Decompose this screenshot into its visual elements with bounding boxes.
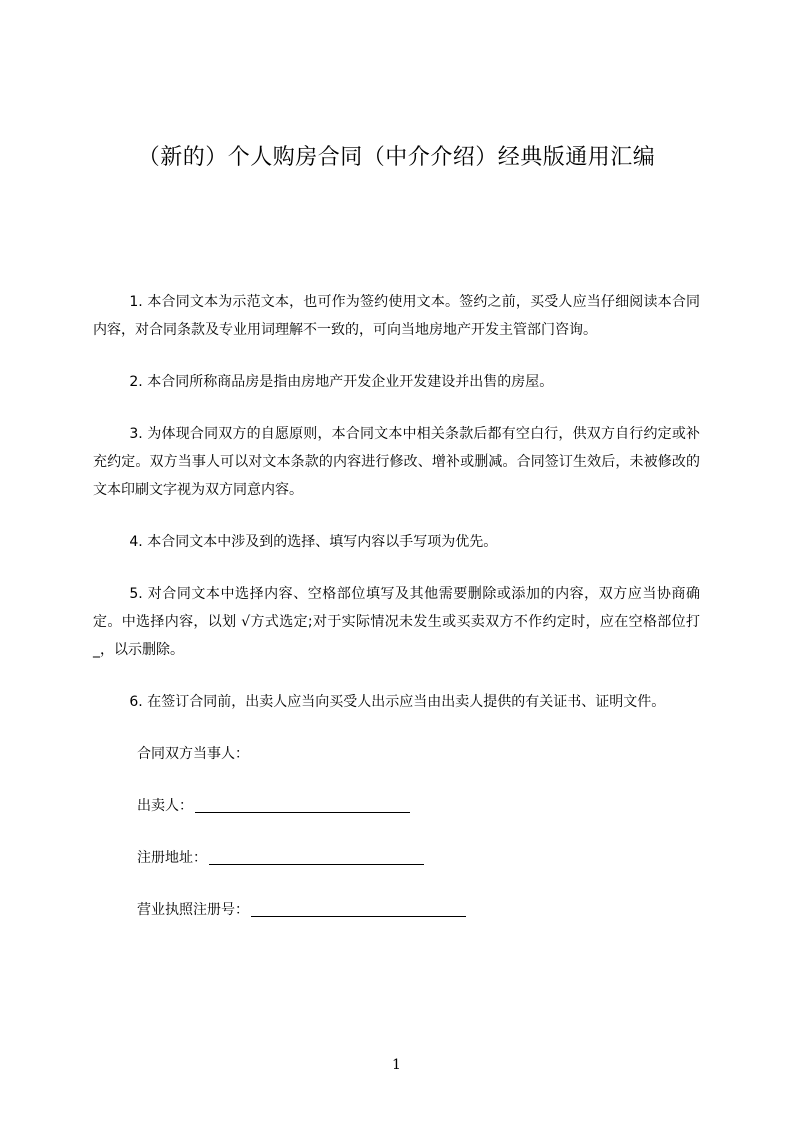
spacer	[93, 820, 700, 844]
spacer	[93, 872, 700, 896]
parties-heading: 合同双方当事人：	[137, 746, 249, 762]
registered-address-field	[93, 844, 700, 872]
page-number: 1	[392, 1057, 401, 1073]
spacer	[93, 664, 700, 688]
clause-2: 2. 本合同所称商品房是指由房地产开发企业开发建设并出售的房屋。	[129, 374, 554, 390]
registered-address-blank-line[interactable]	[209, 846, 424, 865]
spacer	[93, 556, 700, 580]
clause-5: 5. 对合同文本中选择内容、空格部位填写及其他需要删除或添加的内容，双方应当协商确定。中选择内容，以划 √方式选定;对于实际情况未发生或买卖双方不作约定时，应在空格部位打_，以示删除。	[93, 586, 700, 658]
spacer	[93, 504, 700, 528]
spacer	[93, 344, 700, 368]
seller-field	[93, 792, 700, 820]
seller-blank-line[interactable]	[195, 794, 410, 813]
clause-4: 4. 本合同文本中涉及到的选择、填写内容以手写项为优先。	[129, 534, 498, 550]
document-body	[93, 288, 700, 924]
spacer	[93, 396, 700, 420]
clause-3: 3. 为体现合同双方的自愿原则，本合同文本中相关条款后都有空白行，供双方自行约定或补充约定。双方当事人可以对文本条款的内容进行修改、增补或删减。合同签订生效后，未被修改的文本印刷文字视为双方同意内容。	[93, 426, 700, 498]
seller-label: 出卖人：	[137, 798, 193, 814]
business-license-field	[93, 896, 700, 924]
spacer	[93, 768, 700, 792]
registered-address-label: 注册地址：	[137, 850, 207, 866]
document-title: （新的）个人购房合同（中介介绍）经典版通用汇编	[137, 145, 656, 170]
business-license-blank-line[interactable]	[251, 898, 466, 917]
spacer	[93, 716, 700, 740]
clause-1: 1. 本合同文本为示范文本，也可作为签约使用文本。签约之前，买受人应当仔细阅读本合同内容，对合同条款及专业用词理解不一致的，可向当地房地产开发主管部门咨询。	[93, 294, 700, 338]
clause-6: 6. 在签订合同前，出卖人应当向买受人出示应当由出卖人提供的有关证书、证明文件。	[129, 694, 666, 710]
business-license-label: 营业执照注册号：	[137, 902, 249, 918]
